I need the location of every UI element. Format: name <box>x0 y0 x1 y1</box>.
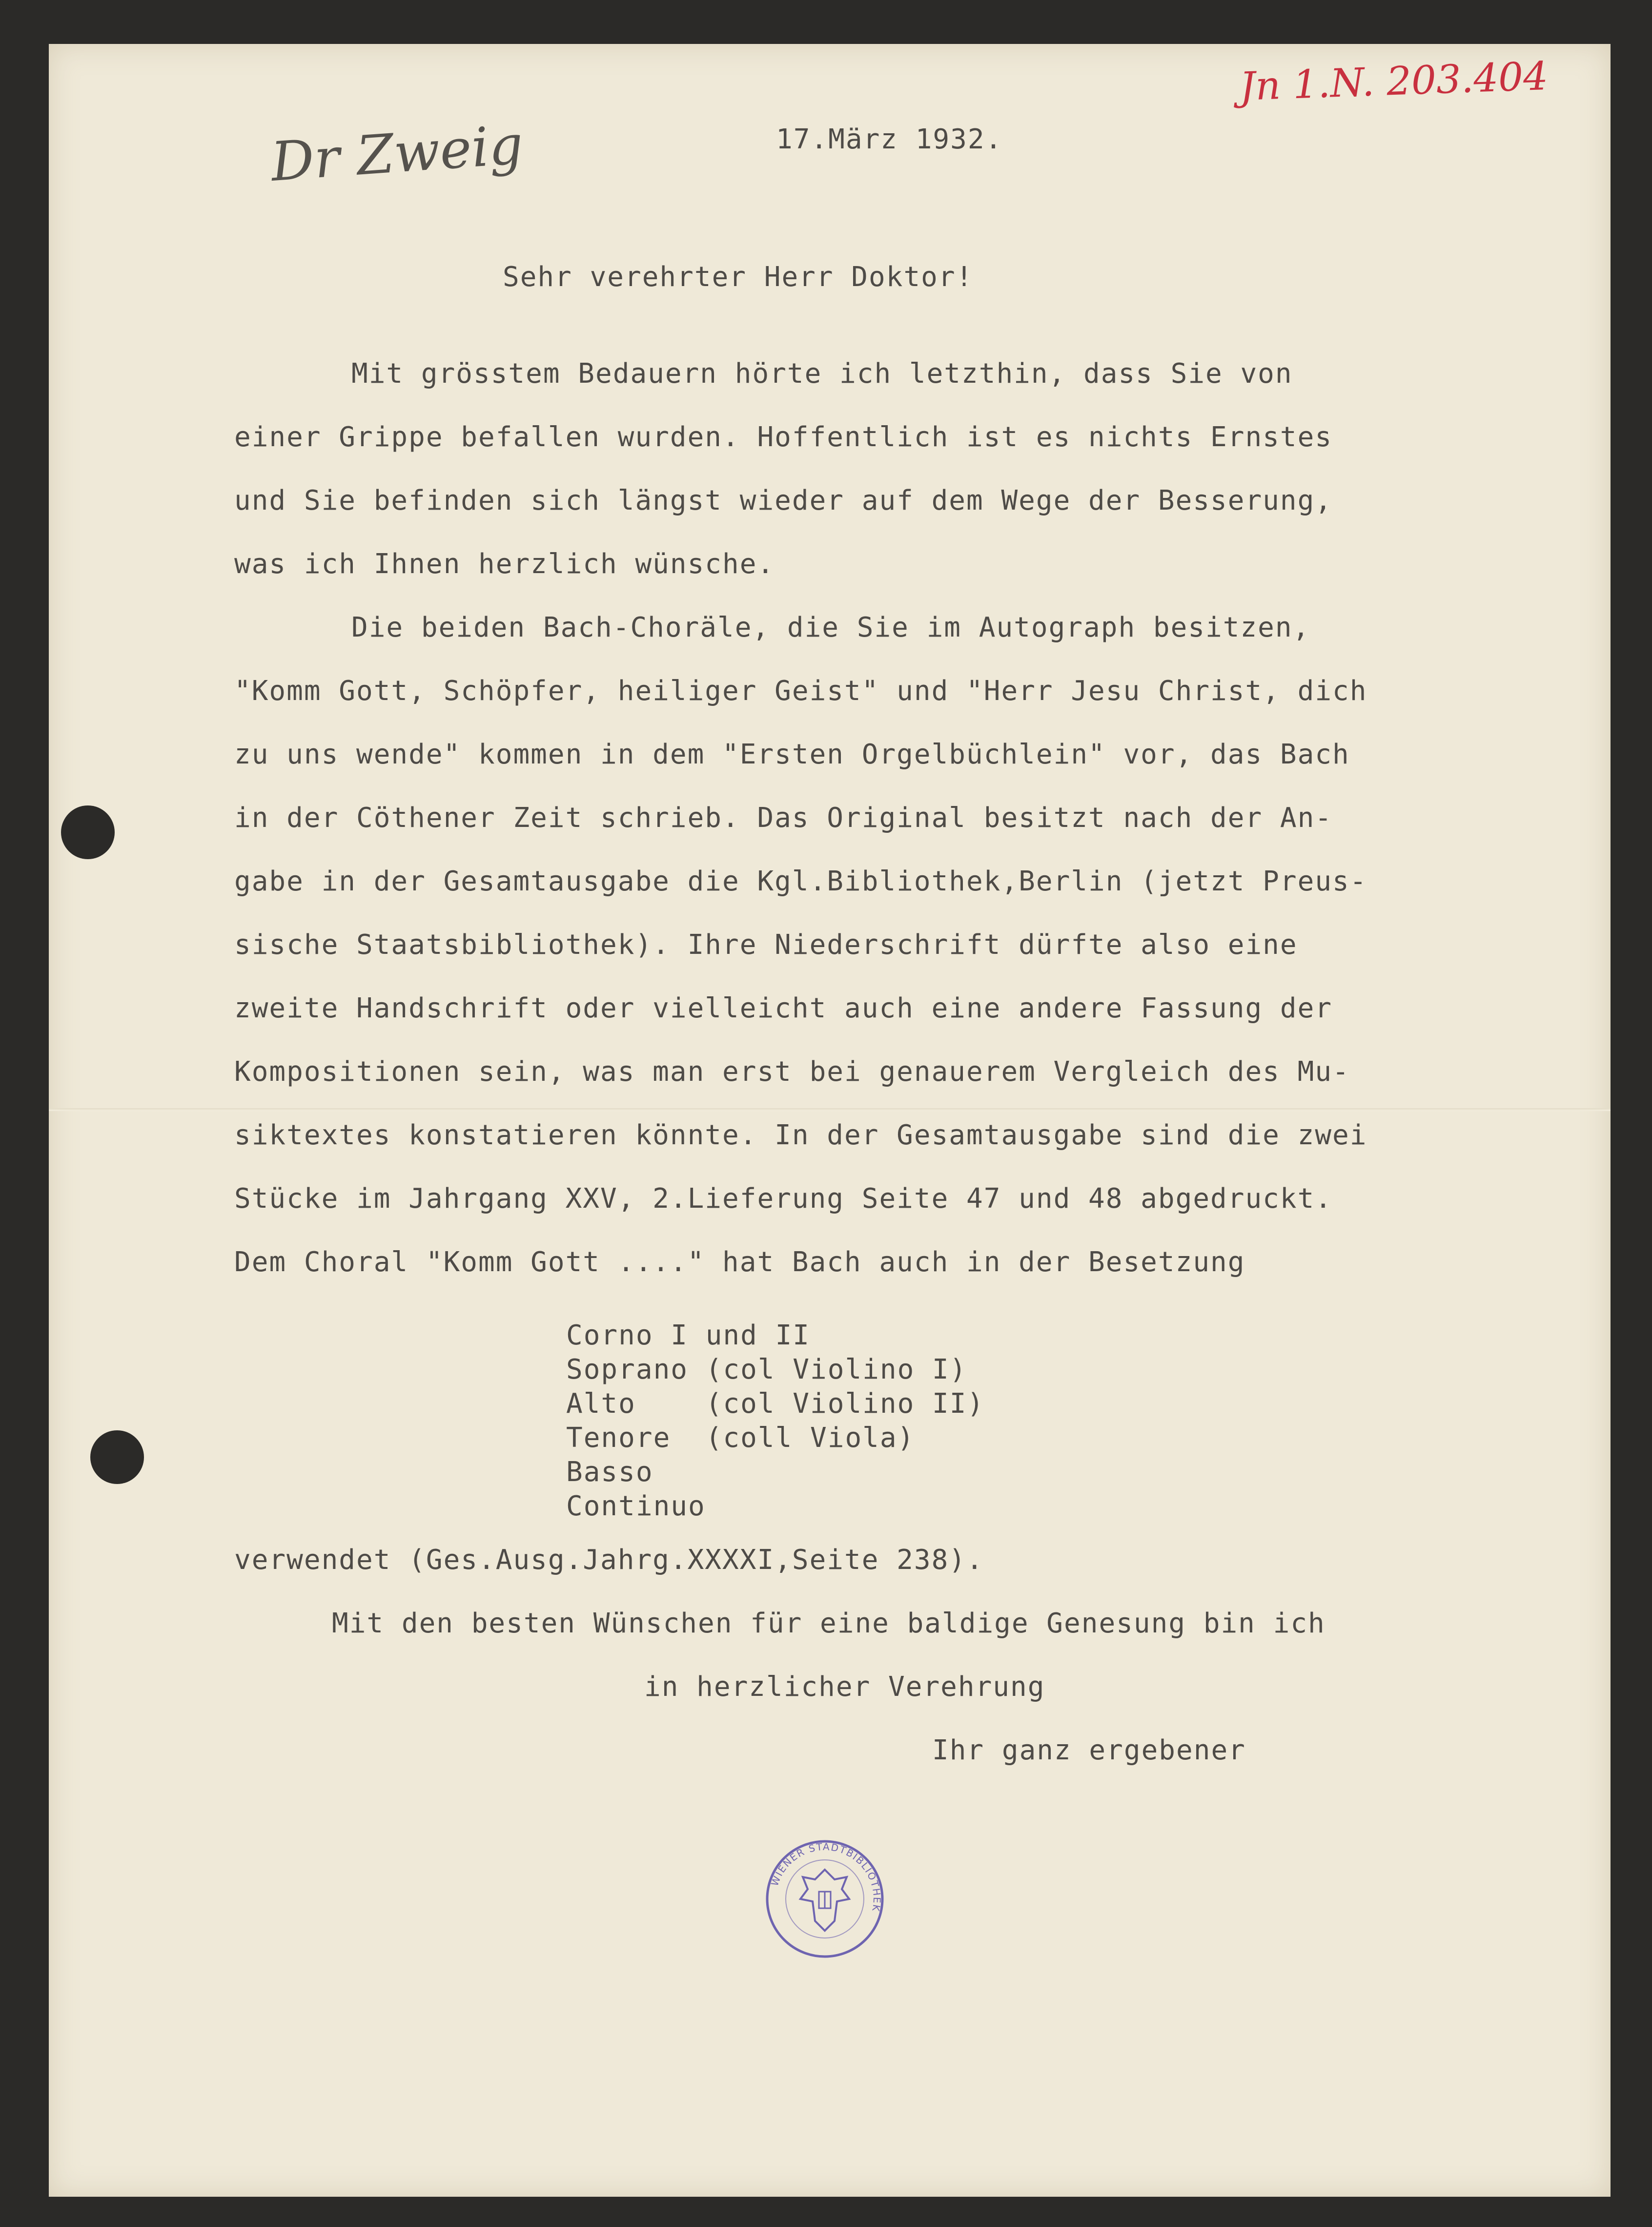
text-line: was ich Ihnen herzlich wünsche. <box>234 548 775 580</box>
paper-fold-line <box>49 1108 1611 1111</box>
stamp-seal-icon <box>761 1835 888 1962</box>
text-line: zu uns wende" kommen in dem "Ersten Orgelbüchlein" vor, das Bach <box>234 739 1350 770</box>
instrument-item: Corno I und II <box>566 1320 811 1351</box>
text-line: Stücke im Jahrgang XXV, 2.Lieferung Seite 47 und 48 abgedruckt. <box>234 1183 1333 1215</box>
text-line: Mit grösstem Bedauern hörte ich letzthin, dass Sie von <box>351 358 1293 390</box>
punch-hole-top <box>61 805 115 859</box>
library-stamp <box>761 1835 888 1962</box>
text-line: "Komm Gott, Schöpfer, heiliger Geist" und "Herr Jesu Christ, dich <box>234 675 1367 707</box>
closing-line: Ihr ganz ergebener <box>932 1734 1246 1766</box>
closing-line: Mit den besten Wünschen für eine baldige Genesung bin ich <box>332 1608 1326 1639</box>
punch-hole-bottom <box>90 1430 144 1484</box>
instrument-item: Soprano (col Violino I) <box>566 1354 967 1385</box>
instrument-item: Tenore (coll Viola) <box>566 1422 915 1454</box>
text-line: einer Grippe befallen wurden. Hoffentlich ist es nichts Ernstes <box>234 421 1333 453</box>
salutation: Sehr verehrter Herr Doktor! <box>503 261 974 293</box>
instrument-item: Basso <box>566 1456 653 1488</box>
text-line: siktextes konstatieren könnte. In der Gesamtausgabe sind die zwei <box>234 1119 1367 1151</box>
closing-line: in herzlicher Verehrung <box>644 1671 1045 1703</box>
text-line: zweite Handschrift oder vielleicht auch eine andere Fassung der <box>234 992 1333 1024</box>
instrument-item: Alto (col Violino II) <box>566 1388 985 1420</box>
reference-line: verwendet (Ges.Ausg.Jahrg.XXXXI,Seite 238). <box>234 1544 984 1576</box>
handwritten-name: Dr Zweig <box>269 113 525 193</box>
text-line: sische Staatsbibliothek). Ihre Niederschrift dürfte also eine <box>234 929 1298 961</box>
text-line: Kompositionen sein, was man erst bei genauerem Vergleich des Mu- <box>234 1056 1350 1088</box>
text-line: Die beiden Bach-Choräle, die Sie im Autograph besitzen, <box>351 612 1310 643</box>
text-line: Dem Choral "Komm Gott ...." hat Bach auch in der Besetzung <box>234 1246 1245 1278</box>
text-line: in der Cöthener Zeit schrieb. Das Original besitzt nach der An- <box>234 802 1333 834</box>
stamp-text: WIENER STADTBIBLIOTHEK <box>768 1840 883 1913</box>
text-line: gabe in der Gesamtausgabe die Kgl.Bibliothek,Berlin (jetzt Preus- <box>234 866 1367 897</box>
text-line: und Sie befinden sich längst wieder auf dem Wege der Besserung, <box>234 485 1333 516</box>
instrument-item: Continuo <box>566 1490 706 1522</box>
letter-date: 17.März 1932. <box>776 124 1003 155</box>
handwritten-shelfmark: Jn 1.N. 203.404 <box>1239 53 1549 109</box>
